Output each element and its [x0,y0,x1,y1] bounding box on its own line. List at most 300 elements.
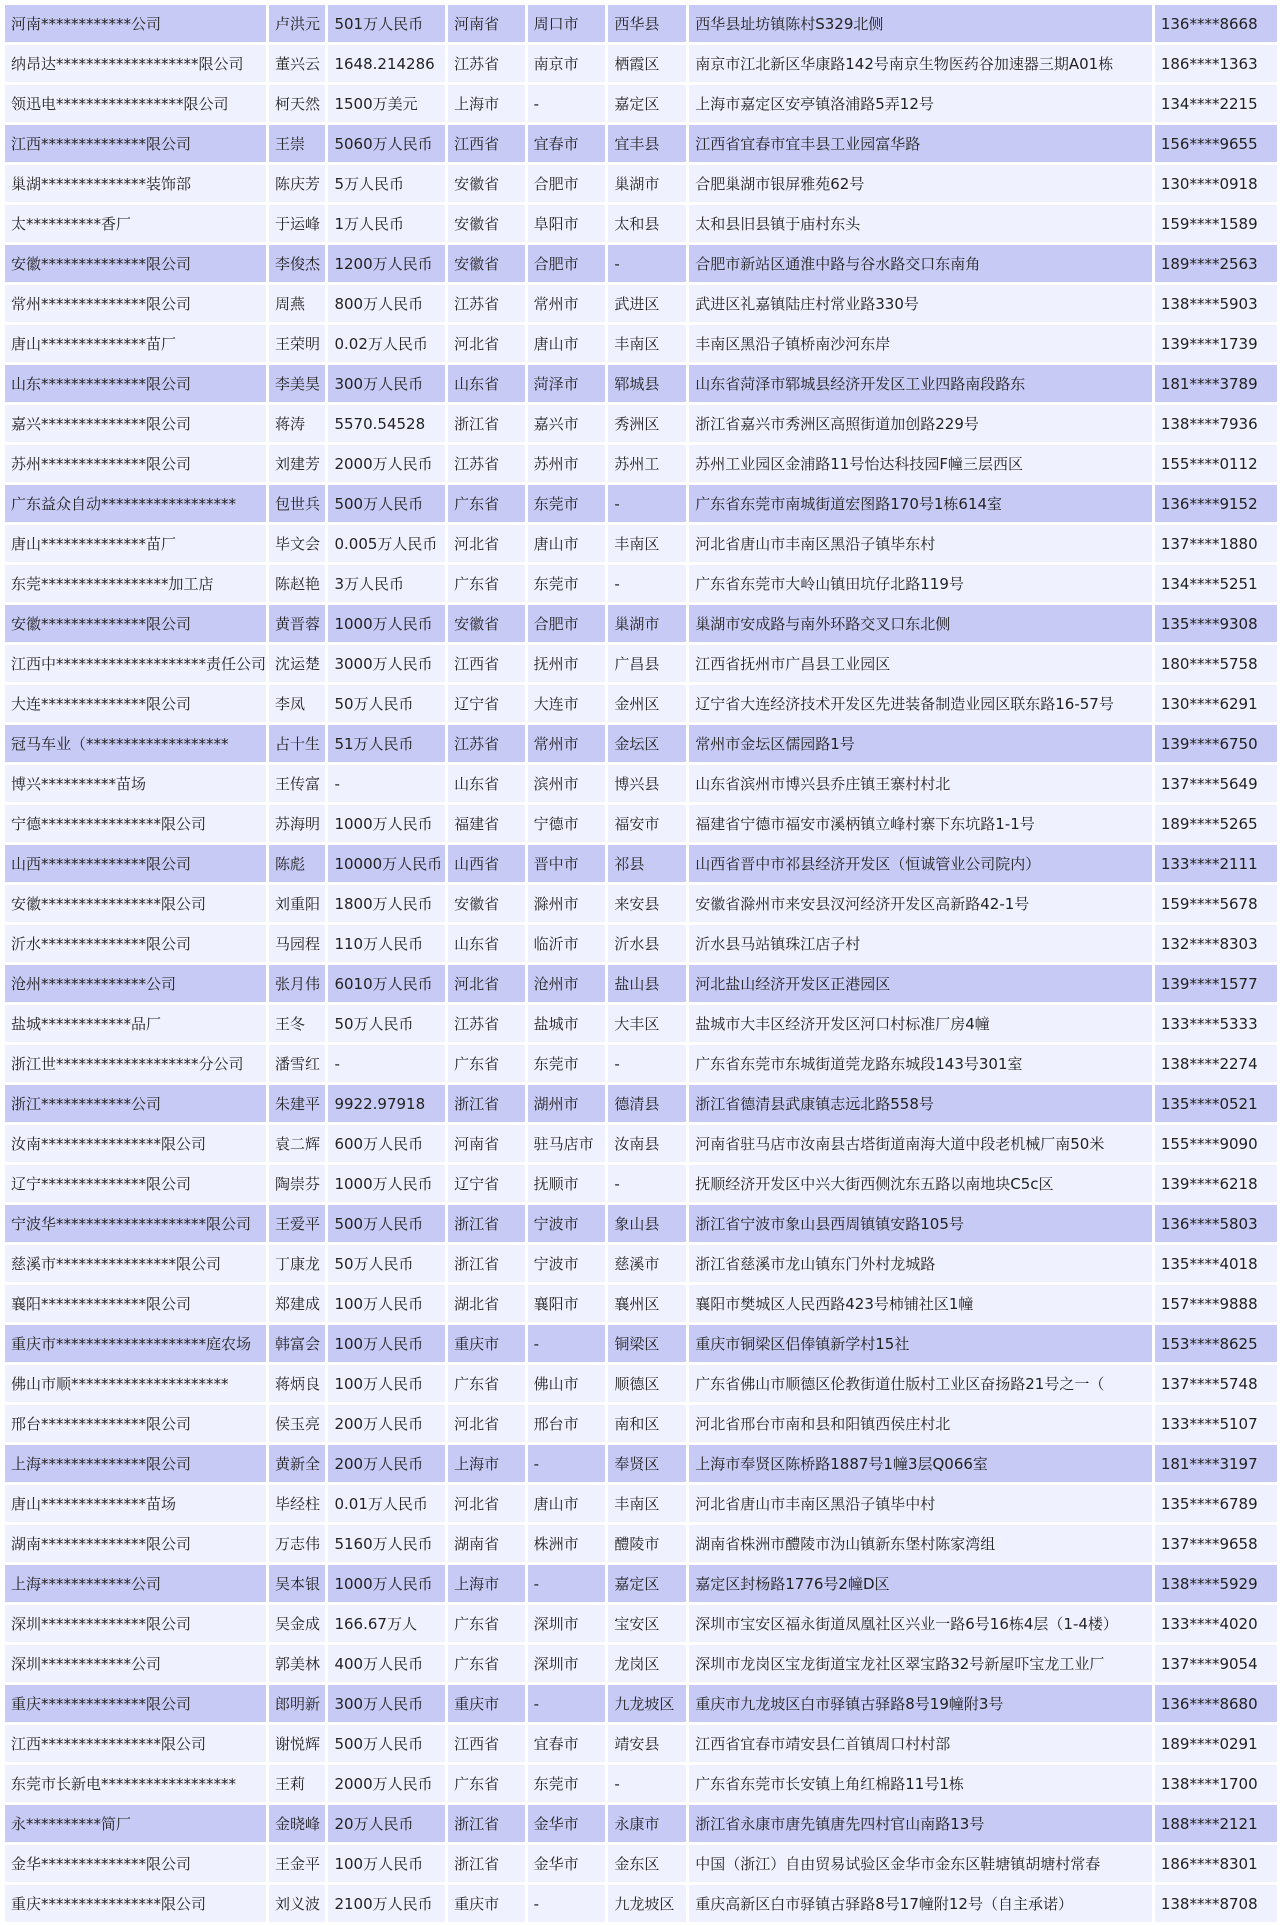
phone-cell: 139****1577 [1155,965,1277,1002]
company-name-cell: 嘉兴**************限公司 [5,405,266,442]
legal-person-cell: 陈庆芳 [269,165,325,202]
registered-capital-cell: 0.02万人民币 [328,325,445,362]
address-cell: 武进区礼嘉镇陆庄村常业路330号 [689,285,1152,322]
legal-person-cell: 毕经柱 [269,1485,325,1522]
company-name-cell: 金华**************限公司 [5,1845,266,1882]
province-cell: 河南省 [448,5,524,42]
district-cell: 栖霞区 [608,45,686,82]
table-row [5,565,1277,602]
company-name-cell: 重庆市********************庭农场 [5,1325,266,1362]
company-name-cell: 深圳**************限公司 [5,1605,266,1642]
district-cell: 丰南区 [608,525,686,562]
city-cell: 宜春市 [528,125,606,162]
registered-capital-cell: 10000万人民币 [328,845,445,882]
company-name-cell: 山西**************限公司 [5,845,266,882]
district-cell: 龙岗区 [608,1645,686,1682]
table-row [5,605,1277,642]
province-cell: 重庆市 [448,1885,524,1922]
table-row [5,205,1277,242]
phone-cell: 135****0521 [1155,1085,1277,1122]
legal-person-cell: 王莉 [269,1765,325,1802]
city-cell: 滁州市 [528,885,606,922]
province-cell: 山东省 [448,925,524,962]
phone-cell: 130****6291 [1155,685,1277,722]
district-cell: 铜梁区 [608,1325,686,1362]
table-row [5,1125,1277,1162]
phone-cell: 135****4018 [1155,1245,1277,1282]
registered-capital-cell: 1万人民币 [328,205,445,242]
company-name-cell: 领迅电*****************限公司 [5,85,266,122]
district-cell: - [608,485,686,522]
registered-capital-cell: 5160万人民币 [328,1525,445,1562]
company-name-cell: 江西**************限公司 [5,125,266,162]
company-name-cell: 永**********简厂 [5,1805,266,1842]
company-name-cell: 沂水**************限公司 [5,925,266,962]
address-cell: 襄阳市樊城区人民西路423号柿铺社区1幢 [689,1285,1152,1322]
address-cell: 沂水县马站镇珠江店子村 [689,925,1152,962]
city-cell: - [528,1445,606,1482]
district-cell: 广昌县 [608,645,686,682]
table-row [5,1685,1277,1722]
table-row [5,885,1277,922]
district-cell: - [608,1765,686,1802]
company-name-cell: 安徽**************限公司 [5,605,266,642]
legal-person-cell: 王冬 [269,1005,325,1042]
registered-capital-cell: 800万人民币 [328,285,445,322]
province-cell: 浙江省 [448,1205,524,1242]
district-cell: 苏州工 [608,445,686,482]
province-cell: 广东省 [448,1365,524,1402]
registered-capital-cell: 0.005万人民币 [328,525,445,562]
legal-person-cell: 金晓峰 [269,1805,325,1842]
table-row [5,445,1277,482]
phone-cell: 157****9888 [1155,1285,1277,1322]
address-cell: 盐城市大丰区经济开发区河口村标准厂房4幢 [689,1005,1152,1042]
legal-person-cell: 柯天然 [269,85,325,122]
city-cell: 沧州市 [528,965,606,1002]
company-name-cell: 重庆****************限公司 [5,1885,266,1922]
city-cell: - [528,85,606,122]
province-cell: 辽宁省 [448,1165,524,1202]
legal-person-cell: 李凤 [269,685,325,722]
table-row [5,1765,1277,1802]
company-name-cell: 博兴**********苗场 [5,765,266,802]
legal-person-cell: 王崇 [269,125,325,162]
province-cell: 河北省 [448,325,524,362]
registered-capital-cell: 2000万人民币 [328,1765,445,1802]
district-cell: - [608,1165,686,1202]
table-row [5,365,1277,402]
table-row [5,1085,1277,1122]
city-cell: 株洲市 [528,1525,606,1562]
province-cell: 上海市 [448,1445,524,1482]
company-name-cell: 湖南**************限公司 [5,1525,266,1562]
city-cell: 东莞市 [528,1765,606,1802]
legal-person-cell: 陈赵艳 [269,565,325,602]
registered-capital-cell: 166.67万人 [328,1605,445,1642]
province-cell: 浙江省 [448,1805,524,1842]
address-cell: 广东省东莞市南城街道宏图路170号1栋614室 [689,485,1152,522]
registered-capital-cell: 110万人民币 [328,925,445,962]
phone-cell: 137****9658 [1155,1525,1277,1562]
company-name-cell: 邢台**************限公司 [5,1405,266,1442]
legal-person-cell: 周燕 [269,285,325,322]
address-cell: 重庆高新区白市驿镇古驿路8号17幢附12号（自主承诺） [689,1885,1152,1922]
company-name-cell: 冠马车业（******************* [5,725,266,762]
legal-person-cell: 韩富会 [269,1325,325,1362]
address-cell: 浙江省宁波市象山县西周镇镇安路105号 [689,1205,1152,1242]
city-cell: - [528,1685,606,1722]
address-cell: 合肥市新站区通淮中路与谷水路交口东南角 [689,245,1152,282]
table-row [5,1365,1277,1402]
phone-cell: 136****8680 [1155,1685,1277,1722]
address-cell: 广东省东莞市长安镇上角红棉路11号1栋 [689,1765,1152,1802]
phone-cell: 181****3789 [1155,365,1277,402]
table-row [5,1605,1277,1642]
city-cell: - [528,1565,606,1602]
company-name-cell: 唐山**************苗场 [5,1485,266,1522]
registered-capital-cell: 6010万人民币 [328,965,445,1002]
address-cell: 深圳市龙岗区宝龙街道宝龙社区翠宝路32号新屋吓宝龙工业厂 [689,1645,1152,1682]
company-name-cell: 常州**************限公司 [5,285,266,322]
district-cell: 金东区 [608,1845,686,1882]
phone-cell: 153****8625 [1155,1325,1277,1362]
phone-cell: 159****1589 [1155,205,1277,242]
district-cell: 宝安区 [608,1605,686,1642]
table-row [5,685,1277,722]
registered-capital-cell: 300万人民币 [328,1685,445,1722]
table-row [5,1005,1277,1042]
legal-person-cell: 苏海明 [269,805,325,842]
phone-cell: 132****8303 [1155,925,1277,962]
province-cell: 广东省 [448,565,524,602]
address-cell: 广东省东莞市大岭山镇田坑仔北路119号 [689,565,1152,602]
phone-cell: 137****5649 [1155,765,1277,802]
district-cell: 南和区 [608,1405,686,1442]
registered-capital-cell: 500万人民币 [328,1205,445,1242]
province-cell: 重庆市 [448,1685,524,1722]
city-cell: 合肥市 [528,605,606,642]
legal-person-cell: 卢洪元 [269,5,325,42]
address-cell: 河南省驻马店市汝南县古塔街道南海大道中段老机械厂南50米 [689,1125,1152,1162]
district-cell: 祁县 [608,845,686,882]
city-cell: 东莞市 [528,485,606,522]
address-cell: 浙江省慈溪市龙山镇东门外村龙城路 [689,1245,1152,1282]
city-cell: 大连市 [528,685,606,722]
company-name-cell: 宁波华********************限公司 [5,1205,266,1242]
district-cell: 盐山县 [608,965,686,1002]
province-cell: 河南省 [448,1125,524,1162]
phone-cell: 136****9152 [1155,485,1277,522]
address-cell: 江西省宜春市靖安县仁首镇周口村村部 [689,1725,1152,1762]
phone-cell: 155****9090 [1155,1125,1277,1162]
address-cell: 广东省东莞市东城街道莞龙路东城段143号301室 [689,1045,1152,1082]
table-row [5,1645,1277,1682]
province-cell: 辽宁省 [448,685,524,722]
address-cell: 山东省滨州市博兴县乔庄镇王寨村村北 [689,765,1152,802]
province-cell: 广东省 [448,1605,524,1642]
registered-capital-cell: 5060万人民币 [328,125,445,162]
table-row [5,765,1277,802]
registered-capital-cell: 5570.54528 [328,405,445,442]
table-row [5,1205,1277,1242]
legal-person-cell: 侯玉亮 [269,1405,325,1442]
city-cell: 驻马店市 [528,1125,606,1162]
district-cell: 永康市 [608,1805,686,1842]
address-cell: 河北省唐山市丰南区黑沿子镇毕中村 [689,1485,1152,1522]
table-row [5,1165,1277,1202]
table-row [5,1245,1277,1282]
legal-person-cell: 王荣明 [269,325,325,362]
city-cell: - [528,1885,606,1922]
district-cell: - [608,1045,686,1082]
legal-person-cell: 毕文会 [269,525,325,562]
company-name-cell: 宁德****************限公司 [5,805,266,842]
table-row [5,645,1277,682]
registered-capital-cell: 500万人民币 [328,1725,445,1762]
company-name-cell: 江西****************限公司 [5,1725,266,1762]
district-cell: 醴陵市 [608,1525,686,1562]
registered-capital-cell: 500万人民币 [328,485,445,522]
legal-person-cell: 万志伟 [269,1525,325,1562]
province-cell: 浙江省 [448,1845,524,1882]
province-cell: 安徽省 [448,245,524,282]
district-cell: 太和县 [608,205,686,242]
province-cell: 江苏省 [448,45,524,82]
province-cell: 湖南省 [448,1525,524,1562]
phone-cell: 136****5803 [1155,1205,1277,1242]
address-cell: 合肥巢湖市银屏雅苑62号 [689,165,1152,202]
table-row [5,1845,1277,1882]
phone-cell: 181****3197 [1155,1445,1277,1482]
city-cell: 合肥市 [528,165,606,202]
registered-capital-cell: 1000万人民币 [328,1565,445,1602]
phone-cell: 139****6750 [1155,725,1277,762]
district-cell: 西华县 [608,5,686,42]
company-name-cell: 东莞市长新电****************** [5,1765,266,1802]
registered-capital-cell: 5万人民币 [328,165,445,202]
company-name-cell: 广东益众自动****************** [5,485,266,522]
city-cell: 唐山市 [528,525,606,562]
table-row [5,165,1277,202]
phone-cell: 133****5107 [1155,1405,1277,1442]
phone-cell: 134****5251 [1155,565,1277,602]
district-cell: 武进区 [608,285,686,322]
table-row [5,1405,1277,1442]
registered-capital-cell: 9922.97918 [328,1085,445,1122]
company-name-cell: 纳昂达*******************限公司 [5,45,266,82]
province-cell: 广东省 [448,1645,524,1682]
district-cell: - [608,245,686,282]
province-cell: 上海市 [448,1565,524,1602]
city-cell: 临沂市 [528,925,606,962]
province-cell: 安徽省 [448,605,524,642]
registered-capital-cell: 50万人民币 [328,685,445,722]
table-row [5,1045,1277,1082]
company-name-cell: 唐山**************苗厂 [5,525,266,562]
phone-cell: 133****4020 [1155,1605,1277,1642]
phone-cell: 138****7936 [1155,405,1277,442]
table-row [5,965,1277,1002]
address-cell: 山东省菏泽市郓城县经济开发区工业四路南段路东 [689,365,1152,402]
table-row [5,5,1277,42]
registered-capital-cell: 1000万人民币 [328,605,445,642]
phone-cell: 139****6218 [1155,1165,1277,1202]
address-cell: 浙江省永康市唐先镇唐先四村官山南路13号 [689,1805,1152,1842]
district-cell: 博兴县 [608,765,686,802]
phone-cell: 137****9054 [1155,1645,1277,1682]
phone-cell: 133****2111 [1155,845,1277,882]
registered-capital-cell: 300万人民币 [328,365,445,402]
table-row [5,525,1277,562]
address-cell: 南京市江北新区华康路142号南京生物医药谷加速器三期A01栋 [689,45,1152,82]
registered-capital-cell: - [328,765,445,802]
district-cell: 丰南区 [608,1485,686,1522]
province-cell: 广东省 [448,1765,524,1802]
legal-person-cell: 丁康龙 [269,1245,325,1282]
city-cell: 盐城市 [528,1005,606,1042]
province-cell: 江西省 [448,1725,524,1762]
legal-person-cell: 郎明新 [269,1685,325,1722]
city-cell: 湖州市 [528,1085,606,1122]
address-cell: 江西省宜春市宜丰县工业园富华路 [689,125,1152,162]
registered-capital-cell: 2100万人民币 [328,1885,445,1922]
phone-cell: 138****1700 [1155,1765,1277,1802]
phone-cell: 130****0918 [1155,165,1277,202]
phone-cell: 138****8708 [1155,1885,1277,1922]
province-cell: 山东省 [448,365,524,402]
city-cell: 宁波市 [528,1245,606,1282]
registered-capital-cell: 3万人民币 [328,565,445,602]
company-table-body [5,5,1277,1922]
address-cell: 山西省晋中市祁县经济开发区（恒诚管业公司院内） [689,845,1152,882]
registered-capital-cell: 100万人民币 [328,1845,445,1882]
registered-capital-cell: 1648.214286 [328,45,445,82]
district-cell: 福安市 [608,805,686,842]
company-name-cell: 东莞*****************加工店 [5,565,266,602]
legal-person-cell: 李俊杰 [269,245,325,282]
address-cell: 上海市奉贤区陈桥路1887号1幢3层Q066室 [689,1445,1152,1482]
address-cell: 巢湖市安成路与南外环路交叉口东北侧 [689,605,1152,642]
city-cell: 唐山市 [528,1485,606,1522]
address-cell: 上海市嘉定区安亭镇洛浦路5弄12号 [689,85,1152,122]
table-row [5,405,1277,442]
address-cell: 辽宁省大连经济技术开发区先进装备制造业园区联东路16-57号 [689,685,1152,722]
district-cell: 沂水县 [608,925,686,962]
province-cell: 广东省 [448,1045,524,1082]
district-cell: 顺德区 [608,1365,686,1402]
phone-cell: 156****9655 [1155,125,1277,162]
table-row [5,45,1277,82]
registered-capital-cell: 200万人民币 [328,1445,445,1482]
province-cell: 山东省 [448,765,524,802]
company-name-cell: 汝南****************限公司 [5,1125,266,1162]
province-cell: 江西省 [448,645,524,682]
city-cell: 常州市 [528,285,606,322]
company-name-cell: 苏州**************限公司 [5,445,266,482]
table-row [5,1445,1277,1482]
legal-person-cell: 朱建平 [269,1085,325,1122]
district-cell: 襄州区 [608,1285,686,1322]
phone-cell: 138****5903 [1155,285,1277,322]
address-cell: 河北省邢台市南和县和阳镇西侯庄村北 [689,1405,1152,1442]
district-cell: 来安县 [608,885,686,922]
district-cell: 金坛区 [608,725,686,762]
legal-person-cell: 刘义波 [269,1885,325,1922]
registered-capital-cell: 1000万人民币 [328,805,445,842]
phone-cell: 138****5929 [1155,1565,1277,1602]
registered-capital-cell: 50万人民币 [328,1005,445,1042]
registered-capital-cell: 100万人民币 [328,1325,445,1362]
registered-capital-cell: 0.01万人民币 [328,1485,445,1522]
district-cell: 慈溪市 [608,1245,686,1282]
address-cell: 湖南省株洲市醴陵市沩山镇新东堡村陈家湾组 [689,1525,1152,1562]
city-cell: 深圳市 [528,1645,606,1682]
legal-person-cell: 刘建芳 [269,445,325,482]
company-name-cell: 重庆**************限公司 [5,1685,266,1722]
province-cell: 江苏省 [448,285,524,322]
company-name-cell: 安徽**************限公司 [5,245,266,282]
address-cell: 嘉定区封杨路1776号2幢D区 [689,1565,1152,1602]
city-cell: 金华市 [528,1845,606,1882]
city-cell: 襄阳市 [528,1285,606,1322]
city-cell: 唐山市 [528,325,606,362]
legal-person-cell: 黄晋蓉 [269,605,325,642]
city-cell: 滨州市 [528,765,606,802]
district-cell: 大丰区 [608,1005,686,1042]
registered-capital-cell: 3000万人民币 [328,645,445,682]
registered-capital-cell: 1000万人民币 [328,1165,445,1202]
table-row [5,925,1277,962]
legal-person-cell: 陶崇芬 [269,1165,325,1202]
address-cell: 重庆市九龙坡区白市驿镇古驿路8号19幢附3号 [689,1685,1152,1722]
province-cell: 河北省 [448,525,524,562]
province-cell: 湖北省 [448,1285,524,1322]
city-cell: 嘉兴市 [528,405,606,442]
legal-person-cell: 陈彪 [269,845,325,882]
legal-person-cell: 刘重阳 [269,885,325,922]
province-cell: 江苏省 [448,725,524,762]
province-cell: 重庆市 [448,1325,524,1362]
district-cell: 奉贤区 [608,1445,686,1482]
legal-person-cell: 袁二辉 [269,1125,325,1162]
legal-person-cell: 张月伟 [269,965,325,1002]
province-cell: 江苏省 [448,445,524,482]
legal-person-cell: 沈运楚 [269,645,325,682]
company-name-cell: 佛山市顺********************* [5,1365,266,1402]
city-cell: 抚顺市 [528,1165,606,1202]
phone-cell: 133****5333 [1155,1005,1277,1042]
address-cell: 河北省唐山市丰南区黑沿子镇毕东村 [689,525,1152,562]
city-cell: 邢台市 [528,1405,606,1442]
city-cell: 金华市 [528,1805,606,1842]
district-cell: 宜丰县 [608,125,686,162]
table-row [5,1325,1277,1362]
phone-cell: 189****0291 [1155,1725,1277,1762]
phone-cell: 159****5678 [1155,885,1277,922]
company-name-cell: 安徽****************限公司 [5,885,266,922]
company-name-cell: 上海************公司 [5,1565,266,1602]
province-cell: 浙江省 [448,1085,524,1122]
table-row [5,85,1277,122]
legal-person-cell: 李美昊 [269,365,325,402]
registered-capital-cell: 1500万美元 [328,85,445,122]
legal-person-cell: 董兴云 [269,45,325,82]
legal-person-cell: 谢悦辉 [269,1725,325,1762]
company-name-cell: 慈溪市****************限公司 [5,1245,266,1282]
company-name-cell: 深圳************公司 [5,1645,266,1682]
table-row [5,125,1277,162]
